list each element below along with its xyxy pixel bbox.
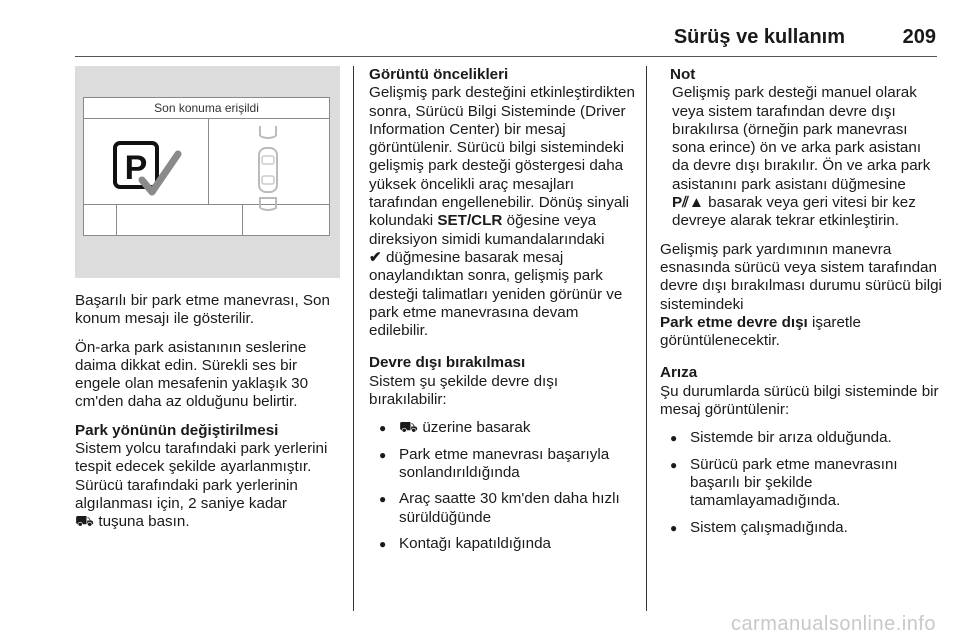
park-disabled-label: Park etme devre dışı [660,313,808,331]
paragraph: Ön-arka park asistanının seslerine daima dikkat edin. Sürekli ses bir engele olan mesafenin yaklaşık 30 cm'den daha az olduğunu belirtir. [75,338,309,411]
paragraph-block [369,66,637,340]
page-number: 209 [902,26,936,48]
parking-button-icon: ⛟ [75,513,95,531]
parking-success-icon [112,140,182,200]
list-item: ● Sistem çalışmadığında. [660,519,942,537]
column-3 [660,66,942,547]
note-title: Not [670,66,696,83]
list-item: ● Park etme manevrası başarıyla sonlandırıldığında [369,446,637,483]
list-item [369,419,637,437]
screen-divider [208,118,209,205]
section-heading: Park yönünün değiştirilmesi [75,421,279,439]
paragraph-text: Şu durumlarda sürücü bilgi sisteminde bir mesaj görüntülenir: [660,382,939,419]
column-2 [369,66,637,563]
column-divider-1 [353,66,354,611]
dic-display-figure [75,66,340,278]
note-text: Gelişmiş park desteği manuel olarak veya sistem tarafından devre dışı bırakılırsa (örneğin park manevrası sona erince) ön ve arka park asistanı da devre dışı bırakılır. Ön ve arka park asistanını park asistanı düğmesine [672,84,931,193]
parking-button-icon: ⛟ [399,419,419,437]
paragraph-block [75,422,343,532]
bottom-bar-divider [242,205,243,235]
checkmark-icon: ✔ [369,248,382,266]
watermark: carmanualsonline.info [730,613,936,635]
list-item-text: üzerine basarak [422,419,531,437]
bottom-bar-divider [116,205,117,235]
paragraph-text: işaretle görüntülenecektir. [660,313,861,350]
deactivation-list [369,419,637,553]
screen-bottom-bar [84,204,329,205]
car-sensor-icon [254,122,282,212]
running-header-title: Sürüş ve kullanım [673,26,845,48]
section-heading: Arıza [660,364,698,382]
paragraph-text: Sistem şu şekilde devre dışı bırakılabilir: [369,372,559,409]
paragraph-text: Gelişmiş park desteğini etkinleştirdikten sonra, Sürücü Bilgi Sisteminde (Driver Information Center) bir mesaj görüntülenir. Sürücü bilgi sistemindeki gelişmiş park desteği göstergesi daha yüksek öncelikli araç mesajları tarafından engellenebilir. Dönüş sinyali kolundaki [369,84,635,230]
dic-screen [83,97,330,236]
note-text: basarak veya geri vitesi bir kez devreye alarak tekrar etkinleştirin. [672,194,916,230]
paragraph-text: düğmesine basarak mesaj onaylandıktan sonra, gelişmiş park desteği talimatları yeniden görünür ve park etme manevrasına devam edilebilir. [369,248,623,340]
section-heading: Görüntü öncelikleri [369,66,509,83]
park-assist-button-icon: P⫽▲ [672,194,704,212]
svg-text:P: P [124,149,148,187]
list-item: ● Sürücü park etme manevrasını başarılı bir şekilde tamamlayamadığında. [660,456,942,511]
paragraph: Başarılı bir park etme manevrası, Son konum mesajı ile gösterilir. [75,292,330,328]
note-box [660,66,942,231]
paragraph-text: tuşuna basın. [98,513,190,531]
paragraph-block [660,364,942,419]
list-item: ● Sistemde bir arıza olduğunda. [660,429,942,447]
set-clr-label: SET/CLR [437,212,503,230]
list-item: ● Kontağı kapatıldığında [369,535,637,553]
paragraph-block [369,354,637,409]
paragraph-text: Sistem yolcu tarafındaki park yerlerini tespit edecek şekilde ayarlanmıştır. Sürücü tarafındaki park yerlerinin algılanması için, 2 saniye kadar [75,440,328,512]
column-divider-2 [646,66,647,611]
paragraph-text: Gelişmiş park yardımının manevra esnasında sürücü veya sistem tarafından devre dışı bırakılması durumu sürücü bilgi sistemindeki [660,240,942,313]
paragraph-text: öğesine veya direksiyon simidi kumandalarındaki [369,212,605,248]
list-item: ● Araç saatte 30 km'den daha hızlı sürüldüğünde [369,490,637,527]
fault-list [660,429,942,536]
column-1 [75,292,343,542]
section-heading: Devre dışı bırakılması [369,354,526,372]
header-rule [75,56,937,57]
screen-title: Son konuma erişildi [84,98,329,119]
paragraph-block [660,241,942,351]
